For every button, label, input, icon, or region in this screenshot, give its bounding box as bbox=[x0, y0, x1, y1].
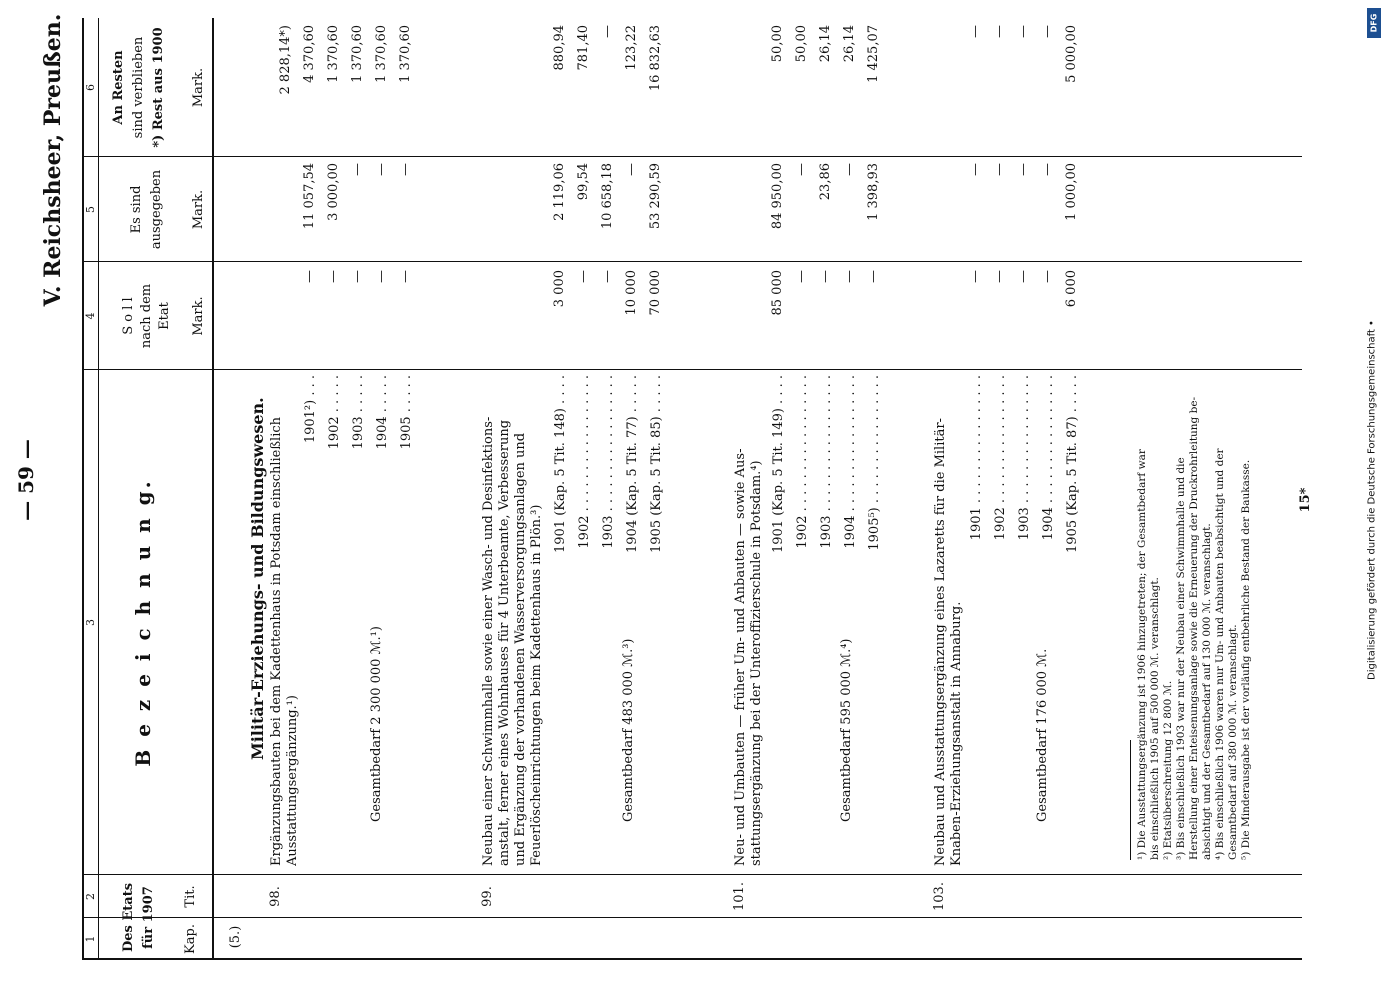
row-ausgegeben-value: — bbox=[350, 163, 365, 176]
row-soll-value: 3 000 bbox=[552, 270, 567, 308]
entry-description-line: Neubau einer Schwimmhalle sowie einer Wasch- und Desinfektions- bbox=[481, 416, 496, 866]
col-number-1: 1 bbox=[84, 935, 97, 943]
row-year-label: 1904 . . . . . bbox=[375, 375, 390, 450]
row-year-label: 1904 . . . . . . . . . . . . . . . . . bbox=[843, 375, 858, 549]
row-soll-value: — bbox=[398, 270, 413, 283]
row-year-label: 1902 . . . . . . . . . . . . . . . . . bbox=[795, 375, 810, 549]
table-header-rule bbox=[212, 18, 214, 960]
footer-mark: 15* bbox=[1298, 487, 1313, 513]
col-number-3: 3 bbox=[84, 619, 97, 626]
row-year-label: 1904 . . . . . . . . . . . . . . . . bbox=[1041, 375, 1056, 541]
row-rest-value: 5 000,00 bbox=[1064, 25, 1079, 83]
col2-sub: Tit. bbox=[183, 885, 198, 908]
footnote-line: ⁵) Die Minderausgabe ist der vorläufig entbehrliche Bestand der Baukasse. bbox=[1240, 459, 1252, 860]
digitization-note: Digitalisierung gefördert durch die Deutsche Forschungsgemeinschaft • bbox=[1366, 320, 1378, 680]
row-soll-value: — bbox=[302, 270, 317, 283]
col-number-4: 4 bbox=[84, 312, 97, 320]
row-year-label: 1904 (Kap. 5 Tit. 77) . . . . . bbox=[625, 375, 640, 553]
row-rest-value: 1 370,60 bbox=[326, 25, 341, 83]
footnote-rule bbox=[1130, 740, 1131, 860]
row-ausgegeben-value: 1 000,00 bbox=[1064, 163, 1079, 221]
col3-title: B e z e i c h n u n g. bbox=[131, 478, 155, 767]
row-soll-value: — bbox=[968, 270, 983, 283]
entry-total-requirement: Gesamtbedarf 595 000 ℳ.⁴) bbox=[839, 638, 854, 822]
footnote-line: absichtigt und der Gesamtbedarf auf 130 000 ℳ. veranschlagt. bbox=[1201, 523, 1213, 860]
row-rest-value: 4 370,60 bbox=[302, 25, 317, 83]
row-year-label: 1902 . . . . . . . . . . . . . . . . . bbox=[577, 375, 592, 549]
page-title: V. Reichsheer, Preußen. bbox=[40, 13, 66, 307]
footnotes bbox=[1136, 375, 1253, 860]
entry-total-requirement: Gesamtbedarf 483 000 ℳ.³) bbox=[621, 638, 636, 822]
row-soll-value: — bbox=[992, 270, 1007, 283]
col5-title-a: Es sind bbox=[129, 185, 144, 234]
col4-rule bbox=[82, 261, 1302, 262]
col-number-5: 5 bbox=[84, 206, 97, 213]
row-year-label: 1901 . . . . . . . . . . . . . . . . bbox=[969, 375, 984, 541]
col6-title-c: *) Rest aus 1900 bbox=[151, 27, 166, 148]
entry-description-line: anstalt, ferner eines Wohnhauses für 4 Unterbeamte, Verbesserung bbox=[497, 419, 512, 866]
col3-rule bbox=[82, 369, 1302, 370]
col5-title-b: ausgegeben bbox=[149, 169, 164, 250]
entry-description-line: Ergänzungsbauten bei dem Kadettenhaus in Potsdam einschließlich bbox=[269, 416, 284, 866]
row-rest-value: — bbox=[968, 25, 983, 38]
row-rest-value: 26,14 bbox=[842, 25, 857, 63]
entry-description-line: stattungsergänzung bei der Unteroffizierschule in Potsdam.⁴) bbox=[749, 460, 764, 866]
row-ausgegeben-value: 23,86 bbox=[818, 163, 833, 201]
entry-total-requirement: Gesamtbedarf 2 300 000 ℳ.¹) bbox=[369, 626, 384, 822]
row-year-label: 1902 . . . . . . . . . . . . . . . . bbox=[993, 375, 1008, 541]
row-ausgegeben-value: 99,54 bbox=[576, 163, 591, 201]
row-rest-value: 880,94 bbox=[552, 25, 567, 71]
entry-tit: 101. bbox=[732, 882, 747, 911]
row-soll-value: — bbox=[576, 270, 591, 283]
row-year-label: 1905⁵) . . . . . . . . . . . . . . . . bbox=[867, 375, 882, 551]
row-year-label: 1903 . . . . . . . . . . . . . . . . . bbox=[819, 375, 834, 549]
row-rest-value: 1 425,07 bbox=[866, 25, 881, 83]
col1-rule bbox=[82, 917, 1302, 918]
row-ausgegeben-value: 11 057,54 bbox=[302, 163, 317, 230]
footnote-line: Gesamtbedarf auf 380 000 ℳ. veranschlagt. bbox=[1227, 624, 1239, 860]
col6-title-a: An Resten bbox=[111, 50, 126, 125]
row-ausgegeben-value: — bbox=[1016, 163, 1031, 176]
row-year-label: 1902 . . . . . bbox=[327, 375, 342, 450]
row-rest-value: — bbox=[1040, 25, 1055, 38]
col-number-rule bbox=[98, 18, 99, 960]
row-ausgegeben-value: — bbox=[794, 163, 809, 176]
col12-title-a: Des Etats bbox=[121, 882, 136, 953]
row-rest-value: — bbox=[1016, 25, 1031, 38]
row-ausgegeben-value: 3 000,00 bbox=[326, 163, 341, 221]
row-ausgegeben-value: 84 950,00 bbox=[770, 163, 785, 230]
row-rest-value: 1 370,60 bbox=[374, 25, 389, 83]
row-rest-value: 50,00 bbox=[770, 25, 785, 63]
row-year-label: 1901 (Kap. 5 Tit. 149) . . . . bbox=[771, 375, 786, 554]
col5-rule bbox=[82, 156, 1302, 157]
entry-description-line: Knaben-Erziehungsanstalt in Annaburg. bbox=[949, 601, 964, 866]
entry-total-requirement: Gesamtbedarf 176 000 ℳ. bbox=[1035, 648, 1050, 822]
row-ausgegeben-value: 2 119,06 bbox=[552, 163, 567, 221]
dfg-logo bbox=[1367, 8, 1381, 38]
row-soll-value: — bbox=[818, 270, 833, 283]
col12-title-b: für 1907 bbox=[141, 886, 156, 949]
row-year-label: 1905 (Kap. 5 Tit. 85) . . . . . bbox=[649, 375, 664, 553]
row-ausgegeben-value: — bbox=[374, 163, 389, 176]
row-soll-value: 85 000 bbox=[770, 270, 785, 316]
section-heading: Militär-Erziehungs- und Bildungswesen. bbox=[248, 397, 267, 760]
row-ausgegeben-value: 53 290,59 bbox=[648, 163, 663, 230]
col-number-6: 6 bbox=[84, 84, 97, 91]
row-year-label: 1901²) . . . bbox=[303, 375, 318, 444]
entry-description-line: Neu- und Umbauten — früher Um- und Anbauten — sowie Aus- bbox=[733, 448, 748, 866]
row-soll-value: — bbox=[374, 270, 389, 283]
row-rest-value: 16 832,63 bbox=[648, 25, 663, 92]
footnote-line: ³) Bis einschließlich 1903 war nur der Neubau einer Schwimmhalle und die bbox=[1175, 457, 1187, 860]
col1-sub: Kap. bbox=[183, 924, 198, 954]
row-ausgegeben-value: — bbox=[624, 163, 639, 176]
row-year-label: 1903 . . . . . . . . . . . . . . . . bbox=[1017, 375, 1032, 541]
row-year-label: 1905 . . . . . bbox=[399, 375, 414, 450]
row-soll-value: — bbox=[1016, 270, 1031, 283]
col6-title-b: sind verblieben bbox=[131, 36, 146, 139]
entry-description-line: Neubau und Ausstattungsergänzung eines Lazaretts für die Militär- bbox=[933, 418, 948, 866]
section-kap: (5.) bbox=[228, 925, 243, 949]
row-year-label: 1901 (Kap. 5 Tit. 148) . . . . bbox=[553, 375, 568, 554]
row-rest-value: 26,14 bbox=[818, 25, 833, 63]
row-soll-value: — bbox=[842, 270, 857, 283]
row-ausgegeben-value: — bbox=[842, 163, 857, 176]
row-soll-value: — bbox=[1040, 270, 1055, 283]
row-ausgegeben-value: — bbox=[398, 163, 413, 176]
row-soll-value: — bbox=[350, 270, 365, 283]
entry-description-line: und Ergänzung der vorhandenen Wasserversorgungsanlagen und bbox=[513, 432, 528, 866]
row-soll-value: 10 000 bbox=[624, 270, 639, 316]
row-soll-value: — bbox=[794, 270, 809, 283]
row-soll-value: — bbox=[600, 270, 615, 283]
col2-rule bbox=[82, 874, 1302, 875]
footnote-line: Herstellung einer Enteisenungsanlage sowie die Erneuerung der Druckrohrleitung be- bbox=[1188, 396, 1200, 860]
entry-prior-rest: 2 828,14*) bbox=[278, 25, 293, 95]
row-ausgegeben-value: — bbox=[968, 163, 983, 176]
footnote-line: bis einschließlich 1905 auf 500 000 ℳ. veranschlagt. bbox=[1149, 577, 1161, 860]
entry-tit: 99. bbox=[480, 886, 495, 907]
entry-tit: 103. bbox=[932, 882, 947, 911]
col5-unit: Mark. bbox=[191, 189, 206, 230]
col4-title-b: nach dem bbox=[139, 283, 154, 349]
row-rest-value: 123,22 bbox=[624, 25, 639, 71]
row-rest-value: 1 370,60 bbox=[398, 25, 413, 83]
col4-title-a: S o l l bbox=[121, 297, 136, 335]
entry-description-line: Feuerlöscheinrichtungen beim Kadettenhaus in Plön.³) bbox=[529, 504, 544, 866]
col4-unit: Mark. bbox=[191, 296, 206, 336]
row-soll-value: 6 000 bbox=[1064, 270, 1079, 308]
row-ausgegeben-value: — bbox=[1040, 163, 1055, 176]
row-ausgegeben-value: — bbox=[992, 163, 1007, 176]
entry-description-line: Ausstattungsergänzung.¹) bbox=[285, 695, 300, 866]
footnote-line: ¹) Die Ausstattungsergänzung ist 1906 hinzugetreten; der Gesamtbedarf war bbox=[1136, 449, 1148, 860]
col-number-2: 2 bbox=[84, 893, 97, 900]
row-soll-value: — bbox=[326, 270, 341, 283]
row-ausgegeben-value: 10 658,18 bbox=[600, 163, 615, 230]
page-number: — 59 — bbox=[14, 439, 38, 521]
table-left-rule bbox=[82, 958, 1302, 960]
row-year-label: 1903 . . . . . . . . . . . . . . . . . bbox=[601, 375, 616, 549]
row-rest-value: — bbox=[992, 25, 1007, 38]
row-ausgegeben-value: 1 398,93 bbox=[866, 163, 881, 221]
row-soll-value: 70 000 bbox=[648, 270, 663, 316]
footnote-line: ⁴) Bis einschließlich 1906 waren nur Um- und Anbauten beabsichtigt und der bbox=[1214, 448, 1226, 860]
entry-tit: 98. bbox=[268, 886, 283, 907]
row-soll-value: — bbox=[866, 270, 881, 283]
row-rest-value: — bbox=[600, 25, 615, 38]
dfg-logo-text: DFG bbox=[1369, 13, 1379, 33]
row-year-label: 1903 . . . . . bbox=[351, 375, 366, 450]
footnote-line: ²) Etatsüberschreitung 12 800 ℳ. bbox=[1162, 680, 1174, 860]
row-rest-value: 781,40 bbox=[576, 25, 591, 71]
col4-title-c: Etat bbox=[157, 302, 172, 330]
row-rest-value: 1 370,60 bbox=[350, 25, 365, 83]
col6-unit: Mark. bbox=[191, 67, 206, 108]
row-rest-value: 50,00 bbox=[794, 25, 809, 63]
row-year-label: 1905 (Kap. 5 Tit. 87) . . . . . bbox=[1065, 375, 1080, 553]
